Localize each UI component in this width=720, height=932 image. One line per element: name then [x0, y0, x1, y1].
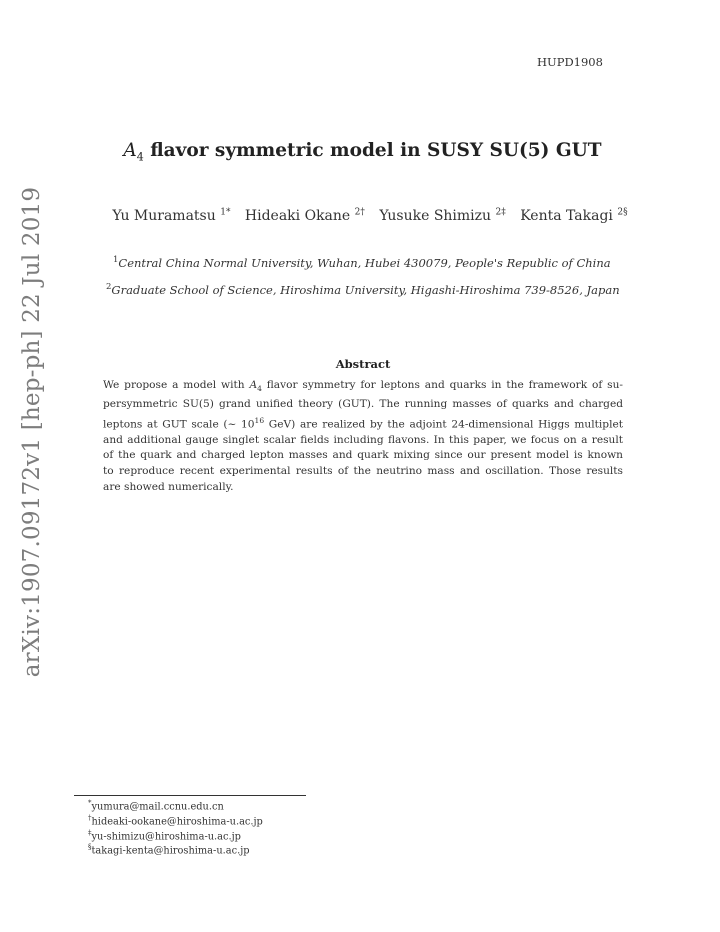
footnote [88, 843, 250, 856]
abstract-heading: Abstract [335, 357, 391, 371]
author: Yusuke Shimizu $^{2\ddagger}$ [379, 207, 506, 224]
author-list [0, 207, 720, 224]
author: Kenta Takagi $^{2\S}$ [520, 207, 628, 224]
author: Hideaki Okane $^{2\dagger}$ [244, 207, 365, 224]
footnote-mark: § [88, 843, 92, 851]
title-math-subscript: 4 [136, 150, 144, 164]
footnote [88, 829, 241, 842]
title-text: flavor symmetric model in SUSY SU(5) GUT [143, 140, 602, 161]
abstract-line: are showed numerically. [103, 480, 234, 493]
abstract-line: and additional gauge singlet scalar fields including flavons. In this paper, we focus on a result [103, 433, 623, 446]
paper-title [0, 140, 720, 164]
abstract-body [103, 378, 623, 496]
footnote-mark: † [88, 814, 92, 822]
footnote-email: yu-shimizu@hiroshima-u.ac.jp [91, 831, 241, 843]
footnote-mark: ‡ [88, 829, 92, 837]
footnote-email: takagi-kenta@hiroshima-u.ac.jp [91, 845, 250, 857]
footnote [88, 814, 263, 827]
title-math-symbol: $A_4$ [123, 140, 144, 164]
author-marks: 2§ [617, 207, 628, 217]
abstract-line: to reproduce recent experimental results of the neutrino mass and oscillation. Those results [103, 465, 623, 478]
affiliation-text: Graduate School of Science, Hiroshima University, Higashi-Hiroshima 739-8526, Japan [111, 282, 620, 297]
author-marks: 2‡ [495, 207, 506, 217]
author-marks: 2† [354, 207, 365, 217]
author: Yu Muramatsu $^{1*}$ [112, 207, 231, 224]
footnote-mark: * [88, 799, 92, 807]
abstract-line: leptons at GUT scale (~ $10^{16}$ GeV) are realized by the adjoint 24-dimensional Higgs multiplet [103, 415, 623, 431]
footnote-email: yumura@mail.ccnu.edu.cn [91, 801, 224, 813]
arxiv-stamp: arXiv:1907.09172v1 [hep-ph] 22 Jul 2019 [19, 186, 45, 678]
affiliation [113, 255, 611, 270]
footnote [88, 799, 224, 812]
report-number: HUPD1908 [537, 55, 603, 69]
affiliation-mark: 1 [113, 255, 119, 265]
abstract-line: persymmetric SU(5) grand unified theory (GUT). The running masses of quarks and charged [103, 397, 623, 410]
author-marks: 1* [220, 207, 231, 217]
affiliation-text: Central China Normal University, Wuhan, Hubei 430079, People's Republic of China [118, 255, 611, 270]
affiliation [106, 282, 620, 297]
abstract-line: We propose a model with $A_4$ flavor symmetry for leptons and quarks in the framework of su- [103, 379, 624, 394]
footnote-divider [74, 795, 306, 796]
footnote-email: hideaki-ookane@hiroshima-u.ac.jp [91, 816, 263, 828]
affiliation-mark: 2 [106, 282, 112, 292]
abstract-line: of the quark and charged lepton masses and quark mixing since our present model is known [103, 449, 623, 462]
